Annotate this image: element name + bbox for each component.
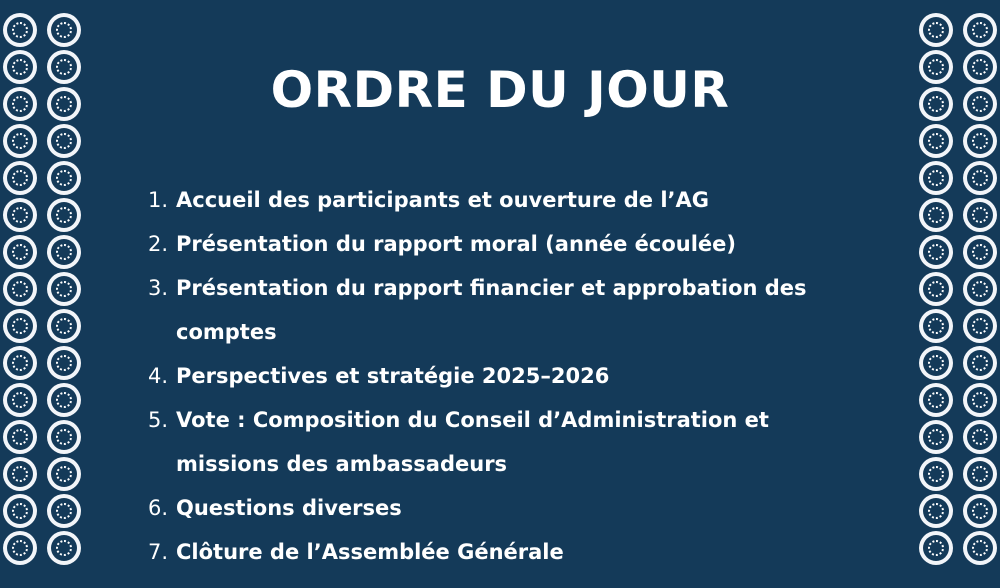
circular-emblem-icon xyxy=(963,531,997,565)
circular-emblem-icon xyxy=(963,309,997,343)
agenda-item-4 xyxy=(148,354,868,398)
agenda-item-5 xyxy=(148,398,868,486)
left-emblem-border xyxy=(0,12,84,572)
circular-emblem-icon xyxy=(919,346,953,380)
circular-emblem-icon xyxy=(963,50,997,84)
circular-emblem-icon xyxy=(47,50,81,84)
circular-emblem-icon xyxy=(3,346,37,380)
agenda-number: 4. xyxy=(148,364,169,388)
circular-emblem-icon xyxy=(963,13,997,47)
agenda-text: Présentation du rapport moral (année écoulée) xyxy=(176,232,736,256)
circular-emblem-icon xyxy=(47,124,81,158)
agenda-text: Présentation du rapport financier et approbation des comptes xyxy=(176,276,807,344)
circular-emblem-icon xyxy=(47,87,81,121)
circular-emblem-icon xyxy=(963,161,997,195)
agenda-text: Vote : Composition du Conseil d’Administration et missions des ambassadeurs xyxy=(176,408,769,476)
circular-emblem-icon xyxy=(3,13,37,47)
agenda-item-7 xyxy=(148,530,868,574)
page-title: ORDRE DU JOUR xyxy=(270,61,730,119)
agenda-number: 3. xyxy=(148,276,169,300)
slide-content xyxy=(120,0,880,588)
circular-emblem-icon xyxy=(919,383,953,417)
circular-emblem-icon xyxy=(3,420,37,454)
circular-emblem-icon xyxy=(3,50,37,84)
agenda-text: Clôture de l’Assemblée Générale xyxy=(176,540,564,564)
circular-emblem-icon xyxy=(3,383,37,417)
circular-emblem-icon xyxy=(963,235,997,269)
circular-emblem-icon xyxy=(963,87,997,121)
circular-emblem-icon xyxy=(47,272,81,306)
circular-emblem-icon xyxy=(919,235,953,269)
circular-emblem-icon xyxy=(3,124,37,158)
circular-emblem-icon xyxy=(919,457,953,491)
agenda-item-2 xyxy=(148,222,868,266)
circular-emblem-icon xyxy=(919,531,953,565)
circular-emblem-icon xyxy=(47,161,81,195)
circular-emblem-icon xyxy=(919,272,953,306)
circular-emblem-icon xyxy=(919,198,953,232)
circular-emblem-icon xyxy=(3,457,37,491)
circular-emblem-icon xyxy=(963,346,997,380)
circular-emblem-icon xyxy=(963,383,997,417)
circular-emblem-icon xyxy=(47,235,81,269)
circular-emblem-icon xyxy=(47,198,81,232)
circular-emblem-icon xyxy=(3,198,37,232)
circular-emblem-icon xyxy=(47,420,81,454)
circular-emblem-icon xyxy=(3,87,37,121)
circular-emblem-icon xyxy=(47,346,81,380)
agenda-text: Accueil des participants et ouverture de l’AG xyxy=(176,188,709,212)
circular-emblem-icon xyxy=(963,272,997,306)
circular-emblem-icon xyxy=(963,420,997,454)
agenda-item-6 xyxy=(148,486,868,530)
right-emblem-border xyxy=(916,12,1000,572)
agenda-number: 7. xyxy=(148,540,169,564)
circular-emblem-icon xyxy=(963,124,997,158)
agenda-item-3 xyxy=(148,266,868,354)
circular-emblem-icon xyxy=(47,383,81,417)
agenda-list xyxy=(148,178,868,574)
circular-emblem-icon xyxy=(47,494,81,528)
circular-emblem-icon xyxy=(47,531,81,565)
circular-emblem-icon xyxy=(3,531,37,565)
circular-emblem-icon xyxy=(963,198,997,232)
circular-emblem-icon xyxy=(919,87,953,121)
circular-emblem-icon xyxy=(919,494,953,528)
agenda-number: 2. xyxy=(148,232,169,256)
circular-emblem-icon xyxy=(47,13,81,47)
circular-emblem-icon xyxy=(47,457,81,491)
agenda-text: Perspectives et stratégie 2025–2026 xyxy=(176,364,610,388)
circular-emblem-icon xyxy=(3,272,37,306)
circular-emblem-icon xyxy=(47,309,81,343)
circular-emblem-icon xyxy=(919,161,953,195)
circular-emblem-icon xyxy=(919,13,953,47)
circular-emblem-icon xyxy=(963,494,997,528)
circular-emblem-icon xyxy=(919,309,953,343)
circular-emblem-icon xyxy=(3,494,37,528)
circular-emblem-icon xyxy=(919,124,953,158)
agenda-item-1 xyxy=(148,178,868,222)
circular-emblem-icon xyxy=(3,309,37,343)
agenda-text: Questions diverses xyxy=(176,496,402,520)
circular-emblem-icon xyxy=(919,50,953,84)
agenda-number: 6. xyxy=(148,496,169,520)
circular-emblem-icon xyxy=(963,457,997,491)
circular-emblem-icon xyxy=(919,420,953,454)
agenda-number: 5. xyxy=(148,408,169,432)
circular-emblem-icon xyxy=(3,161,37,195)
circular-emblem-icon xyxy=(3,235,37,269)
agenda-number: 1. xyxy=(148,188,169,212)
